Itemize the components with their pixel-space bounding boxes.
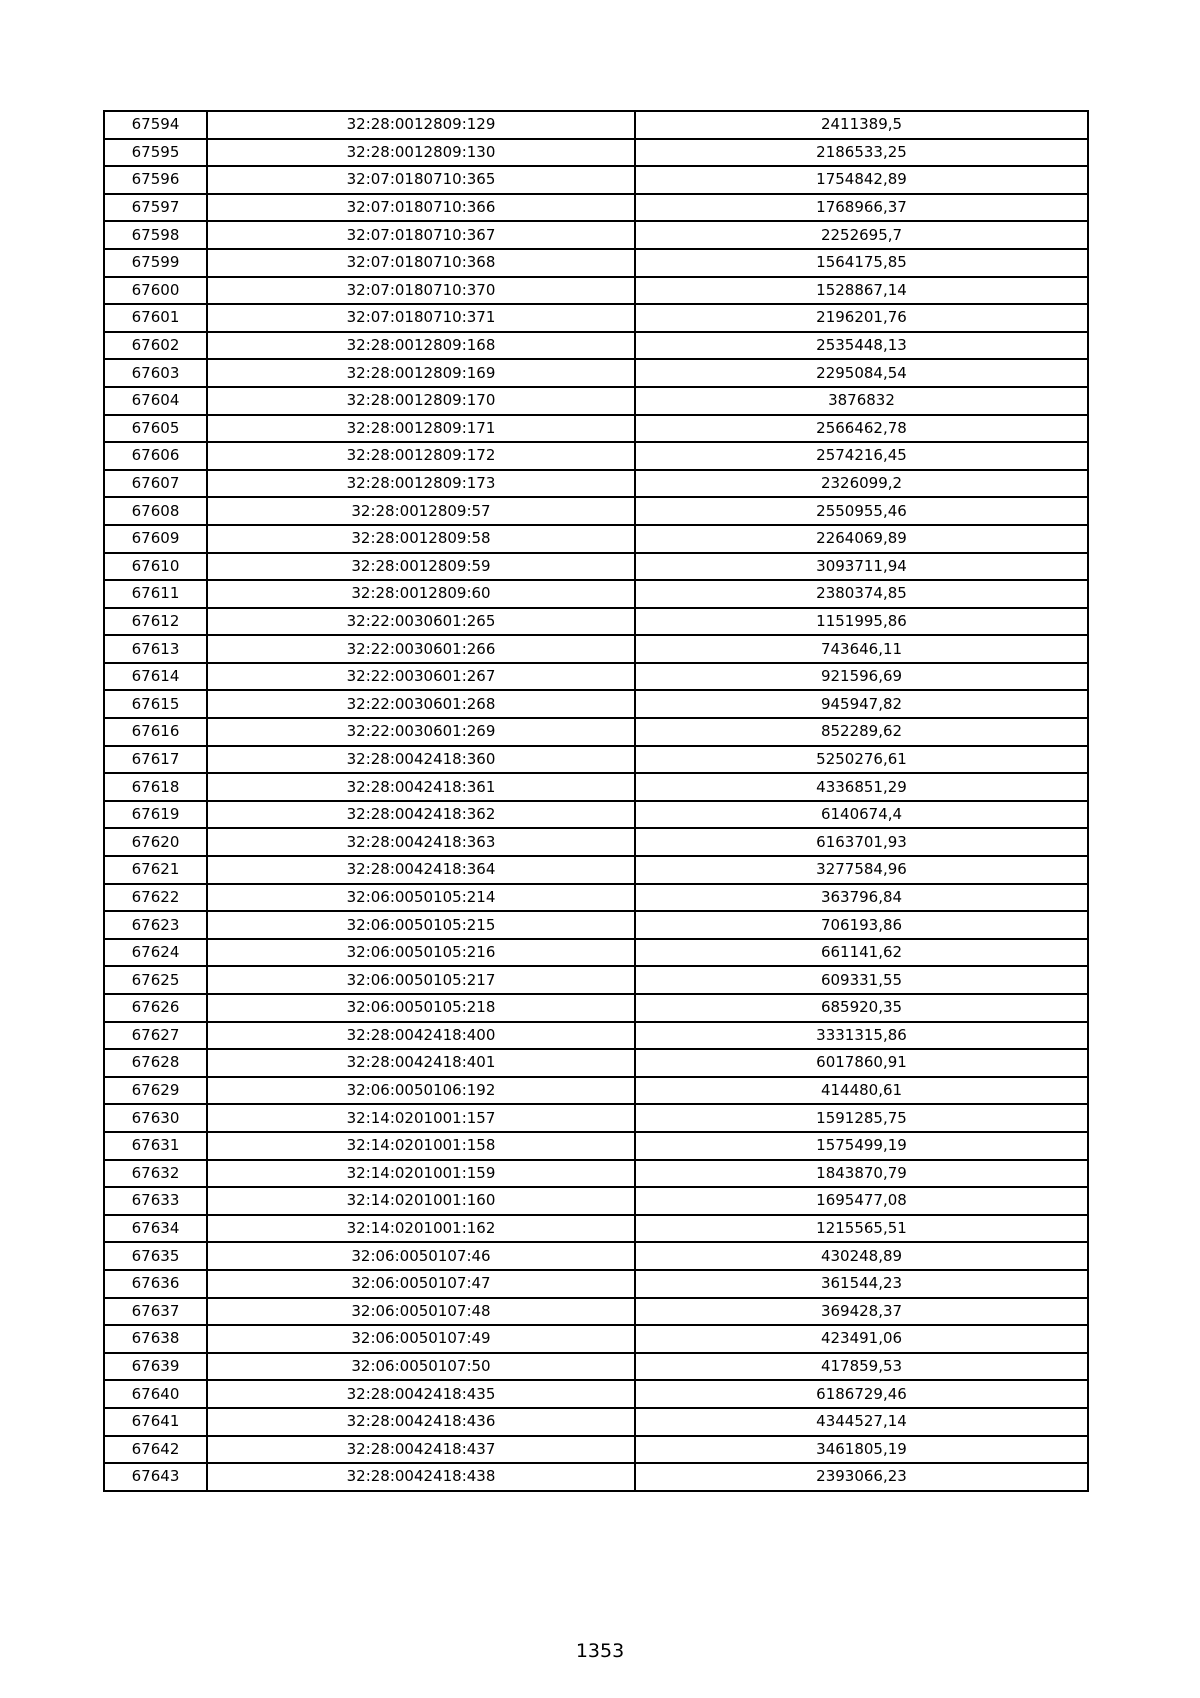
- value-cell: 4344527,14: [635, 1408, 1088, 1436]
- cadastral-number-cell: 32:06:0050105:214: [207, 884, 635, 912]
- row-number-cell: 67594: [104, 111, 207, 139]
- table-row: [104, 1325, 1088, 1353]
- row-number-cell: 67617: [104, 746, 207, 774]
- value-cell: 417859,53: [635, 1353, 1088, 1381]
- cadastral-number-cell: 32:28:0042418:437: [207, 1436, 635, 1464]
- row-number-cell: 67614: [104, 663, 207, 691]
- row-number-cell: 67597: [104, 194, 207, 222]
- cadastral-number-cell: 32:06:0050107:47: [207, 1270, 635, 1298]
- table-row: [104, 1215, 1088, 1243]
- row-number-cell: 67623: [104, 911, 207, 939]
- row-number-cell: 67596: [104, 166, 207, 194]
- row-number-cell: 67625: [104, 966, 207, 994]
- value-cell: 685920,35: [635, 994, 1088, 1022]
- row-number-cell: 67621: [104, 856, 207, 884]
- table-row: [104, 1380, 1088, 1408]
- row-number-cell: 67643: [104, 1463, 207, 1491]
- cadastral-number-cell: 32:22:0030601:265: [207, 608, 635, 636]
- table-row: [104, 553, 1088, 581]
- table-row: [104, 994, 1088, 1022]
- cadastral-number-cell: 32:22:0030601:267: [207, 663, 635, 691]
- table-row: [104, 828, 1088, 856]
- row-number-cell: 67600: [104, 277, 207, 305]
- row-number-cell: 67633: [104, 1187, 207, 1215]
- row-number-cell: 67642: [104, 1436, 207, 1464]
- row-number-cell: 67602: [104, 332, 207, 360]
- row-number-cell: 67638: [104, 1325, 207, 1353]
- cadastral-number-cell: 32:07:0180710:367: [207, 221, 635, 249]
- table-row: [104, 1022, 1088, 1050]
- row-number-cell: 67610: [104, 553, 207, 581]
- cadastral-number-cell: 32:28:0042418:401: [207, 1049, 635, 1077]
- row-number-cell: 67641: [104, 1408, 207, 1436]
- row-number-cell: 67599: [104, 249, 207, 277]
- value-cell: 706193,86: [635, 911, 1088, 939]
- row-number-cell: 67624: [104, 939, 207, 967]
- table-row: [104, 497, 1088, 525]
- table-row: [104, 1408, 1088, 1436]
- value-cell: 1151995,86: [635, 608, 1088, 636]
- row-number-cell: 67639: [104, 1353, 207, 1381]
- value-cell: 609331,55: [635, 966, 1088, 994]
- cadastral-number-cell: 32:06:0050105:215: [207, 911, 635, 939]
- row-number-cell: 67598: [104, 221, 207, 249]
- cadastral-number-cell: 32:28:0042418:363: [207, 828, 635, 856]
- cadastral-number-cell: 32:06:0050107:48: [207, 1298, 635, 1326]
- row-number-cell: 67601: [104, 304, 207, 332]
- row-number-cell: 67604: [104, 387, 207, 415]
- value-cell: 2411389,5: [635, 111, 1088, 139]
- row-number-cell: 67606: [104, 442, 207, 470]
- cadastral-number-cell: 32:07:0180710:370: [207, 277, 635, 305]
- table-row: [104, 884, 1088, 912]
- value-cell: 2380374,85: [635, 580, 1088, 608]
- table-row: [104, 277, 1088, 305]
- row-number-cell: 67616: [104, 718, 207, 746]
- cadastral-number-cell: 32:22:0030601:268: [207, 690, 635, 718]
- value-cell: 1768966,37: [635, 194, 1088, 222]
- value-cell: 2326099,2: [635, 470, 1088, 498]
- value-cell: 1575499,19: [635, 1132, 1088, 1160]
- row-number-cell: 67637: [104, 1298, 207, 1326]
- value-cell: 3331315,86: [635, 1022, 1088, 1050]
- row-number-cell: 67634: [104, 1215, 207, 1243]
- cadastral-number-cell: 32:28:0012809:59: [207, 553, 635, 581]
- table-row: [104, 194, 1088, 222]
- table-row: [104, 1104, 1088, 1132]
- cadastral-number-cell: 32:07:0180710:371: [207, 304, 635, 332]
- value-cell: 2186533,25: [635, 139, 1088, 167]
- cadastral-number-cell: 32:22:0030601:266: [207, 635, 635, 663]
- cadastral-number-cell: 32:14:0201001:162: [207, 1215, 635, 1243]
- cadastral-number-cell: 32:28:0012809:171: [207, 415, 635, 443]
- table-row: [104, 470, 1088, 498]
- row-number-cell: 67620: [104, 828, 207, 856]
- cadastral-number-cell: 32:07:0180710:368: [207, 249, 635, 277]
- row-number-cell: 67603: [104, 359, 207, 387]
- table-row: [104, 415, 1088, 443]
- value-cell: 369428,37: [635, 1298, 1088, 1326]
- row-number-cell: 67612: [104, 608, 207, 636]
- cadastral-number-cell: 32:28:0042418:360: [207, 746, 635, 774]
- row-number-cell: 67607: [104, 470, 207, 498]
- row-number-cell: 67630: [104, 1104, 207, 1132]
- value-cell: 921596,69: [635, 663, 1088, 691]
- value-cell: 2574216,45: [635, 442, 1088, 470]
- value-cell: 3093711,94: [635, 553, 1088, 581]
- table-row: [104, 635, 1088, 663]
- cadastral-number-cell: 32:06:0050105:218: [207, 994, 635, 1022]
- table-row: [104, 773, 1088, 801]
- value-cell: 1591285,75: [635, 1104, 1088, 1132]
- cadastral-number-cell: 32:28:0042418:361: [207, 773, 635, 801]
- value-cell: 945947,82: [635, 690, 1088, 718]
- table-row: [104, 608, 1088, 636]
- table-row: [104, 746, 1088, 774]
- cadastral-number-cell: 32:28:0012809:129: [207, 111, 635, 139]
- table-row: [104, 249, 1088, 277]
- cadastral-number-cell: 32:28:0042418:400: [207, 1022, 635, 1050]
- value-cell: 6163701,93: [635, 828, 1088, 856]
- value-cell: 3876832: [635, 387, 1088, 415]
- table-body: [104, 111, 1088, 1491]
- table-row: [104, 442, 1088, 470]
- value-cell: 3461805,19: [635, 1436, 1088, 1464]
- table-row: [104, 1049, 1088, 1077]
- cadastral-number-cell: 32:28:0042418:436: [207, 1408, 635, 1436]
- value-cell: 1843870,79: [635, 1160, 1088, 1188]
- table-row: [104, 304, 1088, 332]
- cadastral-number-cell: 32:14:0201001:158: [207, 1132, 635, 1160]
- table-row: [104, 387, 1088, 415]
- cadastral-number-cell: 32:14:0201001:157: [207, 1104, 635, 1132]
- value-cell: 2535448,13: [635, 332, 1088, 360]
- value-cell: 430248,89: [635, 1242, 1088, 1270]
- row-number-cell: 67640: [104, 1380, 207, 1408]
- row-number-cell: 67622: [104, 884, 207, 912]
- row-number-cell: 67636: [104, 1270, 207, 1298]
- row-number-cell: 67595: [104, 139, 207, 167]
- row-number-cell: 67627: [104, 1022, 207, 1050]
- cadastral-number-cell: 32:06:0050107:49: [207, 1325, 635, 1353]
- cadastral-number-cell: 32:06:0050105:216: [207, 939, 635, 967]
- cadastral-number-cell: 32:06:0050107:50: [207, 1353, 635, 1381]
- cadastral-number-cell: 32:14:0201001:159: [207, 1160, 635, 1188]
- table-row: [104, 166, 1088, 194]
- cadastral-number-cell: 32:07:0180710:365: [207, 166, 635, 194]
- row-number-cell: 67632: [104, 1160, 207, 1188]
- value-cell: 414480,61: [635, 1077, 1088, 1105]
- value-cell: 1564175,85: [635, 249, 1088, 277]
- value-cell: 3277584,96: [635, 856, 1088, 884]
- cadastral-number-cell: 32:06:0050105:217: [207, 966, 635, 994]
- value-cell: 2566462,78: [635, 415, 1088, 443]
- row-number-cell: 67608: [104, 497, 207, 525]
- row-number-cell: 67611: [104, 580, 207, 608]
- table-row: [104, 580, 1088, 608]
- table-row: [104, 1160, 1088, 1188]
- table-row: [104, 111, 1088, 139]
- page-number: 1353: [575, 1640, 625, 1662]
- value-cell: 2295084,54: [635, 359, 1088, 387]
- cadastral-number-cell: 32:28:0012809:60: [207, 580, 635, 608]
- cadastral-number-cell: 32:06:0050107:46: [207, 1242, 635, 1270]
- table-row: [104, 1463, 1088, 1491]
- table-row: [104, 911, 1088, 939]
- table-row: [104, 939, 1088, 967]
- table-row: [104, 801, 1088, 829]
- value-cell: 2252695,7: [635, 221, 1088, 249]
- value-cell: 1754842,89: [635, 166, 1088, 194]
- cadastral-number-cell: 32:28:0012809:58: [207, 525, 635, 553]
- cadastral-number-cell: 32:28:0012809:168: [207, 332, 635, 360]
- cadastral-number-cell: 32:28:0042418:362: [207, 801, 635, 829]
- value-cell: 2393066,23: [635, 1463, 1088, 1491]
- table-row: [104, 332, 1088, 360]
- row-number-cell: 67635: [104, 1242, 207, 1270]
- table-row: [104, 1187, 1088, 1215]
- cadastral-number-cell: 32:28:0042418:364: [207, 856, 635, 884]
- table-row: [104, 221, 1088, 249]
- table-row: [104, 856, 1088, 884]
- cadastral-number-cell: 32:28:0012809:169: [207, 359, 635, 387]
- value-cell: 361544,23: [635, 1270, 1088, 1298]
- table-row: [104, 1077, 1088, 1105]
- data-table: [103, 110, 1089, 1492]
- cadastral-number-cell: 32:28:0042418:435: [207, 1380, 635, 1408]
- table-row: [104, 718, 1088, 746]
- cadastral-number-cell: 32:28:0042418:438: [207, 1463, 635, 1491]
- table-row: [104, 1242, 1088, 1270]
- value-cell: 6140674,4: [635, 801, 1088, 829]
- value-cell: 6186729,46: [635, 1380, 1088, 1408]
- row-number-cell: 67629: [104, 1077, 207, 1105]
- cadastral-number-cell: 32:14:0201001:160: [207, 1187, 635, 1215]
- table-row: [104, 1298, 1088, 1326]
- cadastral-number-cell: 32:28:0012809:170: [207, 387, 635, 415]
- table-row: [104, 663, 1088, 691]
- value-cell: 423491,06: [635, 1325, 1088, 1353]
- cadastral-number-cell: 32:07:0180710:366: [207, 194, 635, 222]
- table-row: [104, 139, 1088, 167]
- cadastral-number-cell: 32:06:0050106:192: [207, 1077, 635, 1105]
- table-row: [104, 1132, 1088, 1160]
- table-row: [104, 966, 1088, 994]
- value-cell: 2264069,89: [635, 525, 1088, 553]
- row-number-cell: 67613: [104, 635, 207, 663]
- value-cell: 2550955,46: [635, 497, 1088, 525]
- value-cell: 4336851,29: [635, 773, 1088, 801]
- row-number-cell: 67618: [104, 773, 207, 801]
- value-cell: 852289,62: [635, 718, 1088, 746]
- table-row: [104, 1436, 1088, 1464]
- value-cell: 1215565,51: [635, 1215, 1088, 1243]
- value-cell: 2196201,76: [635, 304, 1088, 332]
- row-number-cell: 67609: [104, 525, 207, 553]
- table-row: [104, 359, 1088, 387]
- value-cell: 6017860,91: [635, 1049, 1088, 1077]
- cadastral-number-cell: 32:28:0012809:57: [207, 497, 635, 525]
- row-number-cell: 67605: [104, 415, 207, 443]
- table-row: [104, 525, 1088, 553]
- value-cell: 661141,62: [635, 939, 1088, 967]
- row-number-cell: 67631: [104, 1132, 207, 1160]
- value-cell: 1528867,14: [635, 277, 1088, 305]
- value-cell: 1695477,08: [635, 1187, 1088, 1215]
- value-cell: 743646,11: [635, 635, 1088, 663]
- row-number-cell: 67626: [104, 994, 207, 1022]
- row-number-cell: 67628: [104, 1049, 207, 1077]
- cadastral-number-cell: 32:22:0030601:269: [207, 718, 635, 746]
- row-number-cell: 67619: [104, 801, 207, 829]
- row-number-cell: 67615: [104, 690, 207, 718]
- value-cell: 363796,84: [635, 884, 1088, 912]
- table-row: [104, 690, 1088, 718]
- cadastral-number-cell: 32:28:0012809:173: [207, 470, 635, 498]
- cadastral-number-cell: 32:28:0012809:172: [207, 442, 635, 470]
- cadastral-number-cell: 32:28:0012809:130: [207, 139, 635, 167]
- table-row: [104, 1270, 1088, 1298]
- table-row: [104, 1353, 1088, 1381]
- value-cell: 5250276,61: [635, 746, 1088, 774]
